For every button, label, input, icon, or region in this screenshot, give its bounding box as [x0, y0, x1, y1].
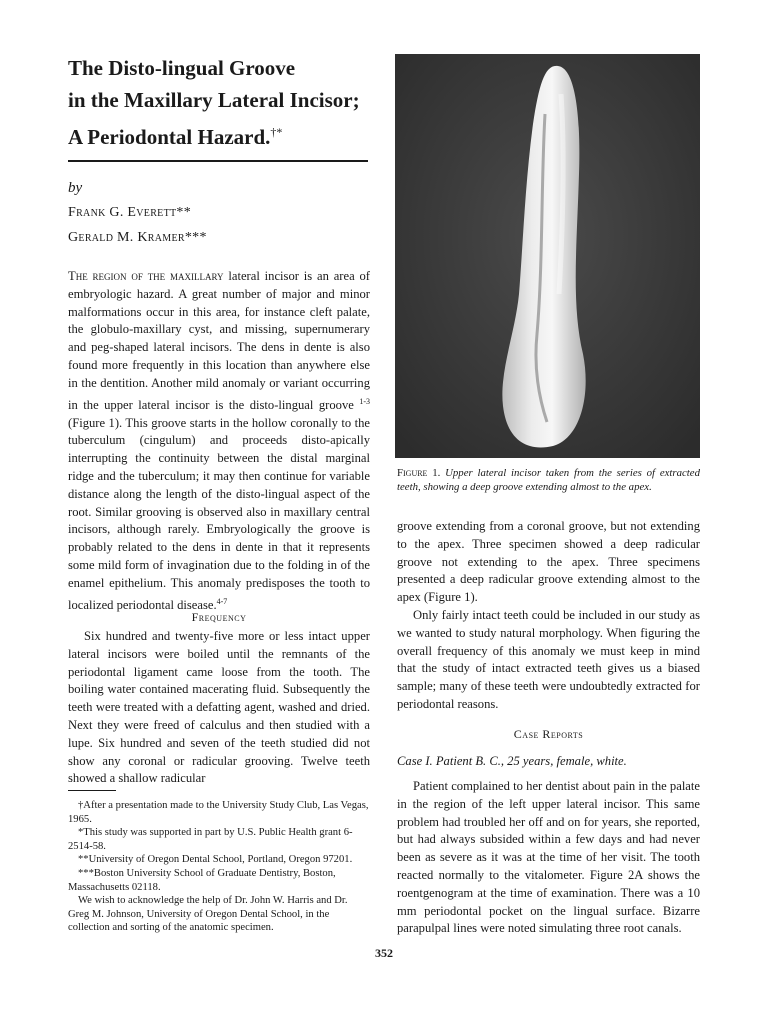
incisor-illustration	[395, 54, 700, 458]
figure-1-photo	[395, 54, 700, 458]
byline-by: by	[68, 180, 83, 196]
footnote-rule	[68, 790, 116, 791]
title-footnote-marks: †*	[270, 125, 283, 139]
intro-text-b: (Figure 1). This groove starts in the hollow coronally to the tuberculum (cingulum) and proceeds disto-apically interrupting the continuity between the distal marginal ridge and the tuberculum; it may then continue for variable distance along the length of the disto-lingual aspect of the root. Similar grooving is observed also in maxillary central incisors, although rarely. Embryologically the groove is probably related to the dens in dente in that it represents some mild form of invagination due to the folding in of the enamel epithelium. This anomaly predisposes the tooth to localized periodontal disease.	[68, 415, 370, 612]
figure-1-caption	[397, 467, 700, 495]
case-1-text: Patient complained to her dentist about pain in the palate in the region of the left upper lateral incisor. This same problem had troubled her off and on for years, she reported, but had always subsided within a few days and had never been as severe as it was at the time of her visit. The tooth reacted normally to the vitalometer. Figure 2A shows the roentgenogram at the time of examination. There was a 10 mm periodontal pocket on the lingual surface. Bizarre parapulpal lines were noted simulating three root canals.	[397, 779, 700, 936]
intro-ref-2: 4-7	[216, 596, 228, 606]
footnote: *This study was supported in part by U.S. Public Health grant 6-2514-58.	[68, 827, 353, 852]
author-everett: Frank G. Everett**	[68, 205, 192, 220]
intro-paragraph	[68, 268, 370, 615]
title-line-1: The Disto-lingual Groove	[68, 56, 296, 80]
frequency-paragraph	[68, 628, 370, 788]
footnote: †After a presentation made to the University Study Club, Las Vegas, 1965.	[68, 800, 369, 825]
footnote: We wish to acknowledge the help of Dr. John W. Harris and Dr. Greg M. Johnson, University of Oregon Dental School, in the collection and sorting of the anatomic specimen.	[68, 895, 348, 934]
frequency-text: Six hundred and twenty-five more or less intact upper lateral incisors were boiled until the remnants of the periodontal ligament came loose from the tooth. The boiling water contained macerating fluid. Subsequently the teeth were treated with a defatting agent, washed and dried. Next they were freed of calculus and then studied with a lupe. Six hundred and seven of the teeth studied did not show any coronal or radicular grooving. Twelve teeth showed a shallow radicular	[68, 629, 370, 786]
continued-text-1: groove extending from a coronal groove, but not extending to the apex. Three specimen showed a deep radicular groove not extending to the apex. Three specimens presented a deep radicular groove extending almost to the apex (Figure 1).	[397, 519, 700, 605]
intro-lead: The region of the maxillary	[68, 269, 224, 283]
figure-1-caption-text: Upper lateral incisor taken from the series of extracted teeth, showing a deep groove extending almost to the apex.	[397, 467, 700, 493]
title-line-2: in the Maxillary Lateral Incisor;	[68, 88, 360, 112]
case-1-paragraph	[397, 778, 700, 938]
title-line-3: A Periodontal Hazard.†*	[68, 125, 283, 149]
intact-teeth-paragraph	[397, 607, 700, 714]
footnote: ***Boston University School of Graduate Dentistry, Boston, Massachusetts 02118.	[68, 867, 336, 893]
page-number: 352	[375, 946, 393, 960]
continued-paragraph	[397, 518, 700, 607]
section-heading-case-reports: Case Reports	[513, 727, 584, 741]
title-rule	[68, 160, 368, 162]
figure-1-label: Figure 1.	[397, 467, 441, 479]
article-title	[68, 52, 368, 153]
footnotes	[68, 799, 370, 935]
footnote: **University of Oregon Dental School, Portland, Oregon 97201.	[78, 854, 353, 866]
continued-text-2: Only fairly intact teeth could be included in our study as we wanted to study natural morphology. When figuring the overall frequency of this anomaly we must keep in mind that the study of intact extracted teeth gives us a biased sample; many of these teeth were undoubtedly extracted for periodontal reasons.	[397, 608, 700, 711]
intro-text-a: lateral incisor is an area of embryologic hazard. A great number of major and minor malformations occur in this area, for instance cleft palate, the globulo-maxillary cyst, and missing, supernumerary and peg-shaped lateral incisors. The dens in dente is also found more frequently in this location than anywhere else in the dentition. Another mild anomaly or variant occurring in the upper lateral incisor is the disto-lingual groove	[68, 269, 371, 412]
author-kramer: Gerald M. Kramer***	[68, 230, 207, 245]
case-1-title: Case I. Patient B. C., 25 years, female, white.	[397, 754, 627, 768]
intro-ref-1: 1-3	[359, 396, 370, 406]
section-heading-frequency: Frequency	[191, 610, 247, 624]
